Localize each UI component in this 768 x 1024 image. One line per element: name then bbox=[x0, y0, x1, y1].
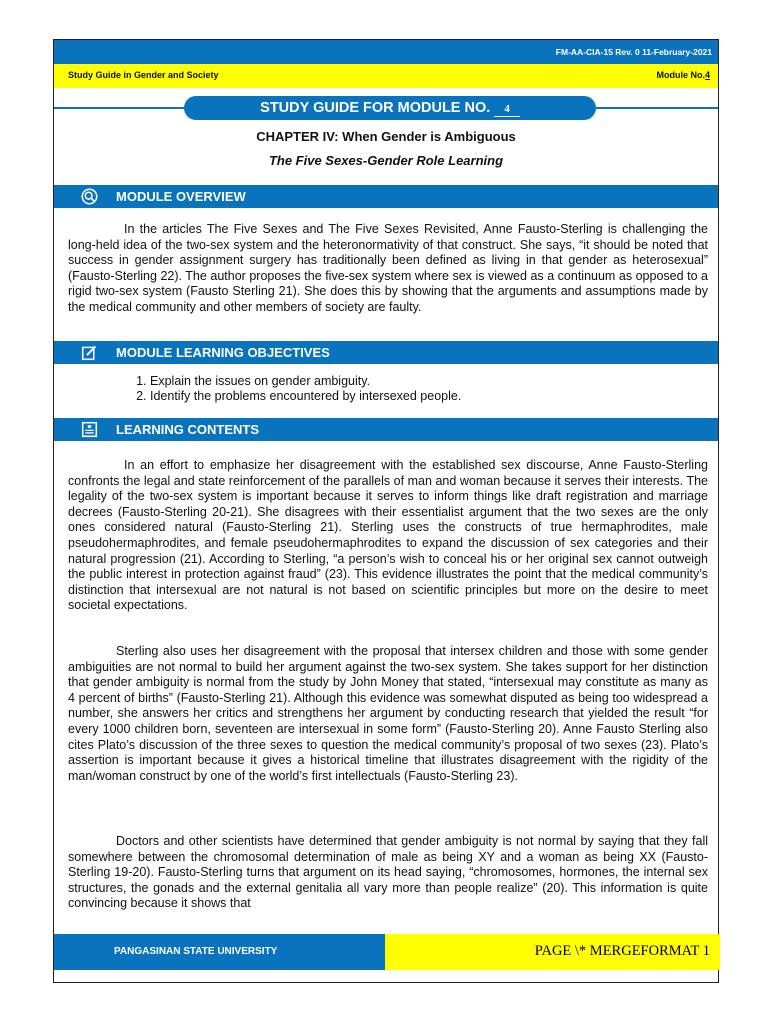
chapter-heading: CHAPTER IV: When Gender is Ambiguous bbox=[256, 129, 516, 144]
objectives-list bbox=[124, 374, 461, 404]
page-number-field: PAGE \* MERGEFORMAT 1 bbox=[534, 943, 710, 959]
contents-paragraph: Sterling also uses her disagreement with the proposal that intersex children and those with some gender ambiguities are not normal to build her argument against the two-sex system. She takes support for her distinction that gender ambiguity is normal from the study by John Money that stated, “intersexual may constitute as many as 4 percent of births” (Fausto-Sterling 21). Although this evidence was somewhat disputed as being too widespread a number, she answers her critics and strengthens her argument by conducting research that yielded the result “for every 1000 children born, seventeen are intersexual in some form” (Fausto-Sterling 20). Anne Fausto Sterling also cites Plato’s discussion of the three sexes to question the medical community’s proposal of two sexes (23). Plato’s assertion is important because it gives a historical timeline that illustrates disagreement with the rigidity of the man/woman construct by one of the world’s first intellectuals (Fausto-Sterling 23). bbox=[68, 644, 708, 783]
overview-paragraph: In the articles The Five Sexes and The Five Sexes Revisited, Anne Fausto-Sterling is challenging the long-held idea of the two-sex system and the heteronormativity of that construct. She says, “it should be noted that success in gender assignment surgery has traditionally been defined as living in that gender as heterosexual” (Fausto-Sterling 22). The author proposes the five-sex system where sex is viewed as a continuum as opposed to a rigid two-sex system (Fausto Sterling 21). She does this by showing that the arguments and assumptions made by the medical community and other members of society are faulty. bbox=[68, 222, 708, 314]
university-name: PANGASINAN STATE UNIVERSITY bbox=[114, 946, 278, 957]
study-guide-title: STUDY GUIDE FOR MODULE NO. 4 bbox=[184, 96, 596, 120]
form-code: FM-AA-CIA-15 Rev. 0 11-February-2021 bbox=[555, 47, 712, 57]
document-icon bbox=[81, 421, 98, 438]
document-page bbox=[53, 39, 719, 983]
section-learning-objectives bbox=[54, 341, 718, 364]
guide-header-bar bbox=[54, 64, 718, 88]
pencil-edit-icon bbox=[81, 344, 98, 361]
form-code-bar bbox=[54, 40, 718, 64]
section-learning-contents bbox=[54, 418, 718, 441]
guide-title: Study Guide in Gender and Society bbox=[68, 70, 219, 80]
contents-paragraph: Doctors and other scientists have determined that gender ambiguity is not normal by saying that they fall somewhere between the chromosomal determination of male as being XY and a woman as being XX (Fausto-Sterling 19-20). Fausto-Sterling turns that argument on its head saying, “chromosomes, hormones, the internal sex structures, the gonads and the external genitalia all vary more than people realize” (20). This information is quite convincing because it shows that bbox=[68, 834, 708, 911]
section-label: MODULE OVERVIEW bbox=[116, 189, 246, 204]
contents-paragraph: In an effort to emphasize her disagreement with the established sex discourse, Anne Fausto-Sterling confronts the legal and state reinforcement of the parallels of man and woman because it serves their interests. The legality of the two-sex system is important because it serves to inform things like draft registration and marriage decrees (Fausto-Sterling 20-21). She disagrees with their essentialist argument that the two sexes are the only ones considered natural (Fausto-Sterling 21). Sterling uses the constructs of true hermaphrodites, male pseudohermaphrodites, and female pseudohermaphrodites to expand the discussion of sex categories and their natural progression (21). According to Sterling, “a person’s wish to conceal his or her original sex cannot outweigh the public interest in protection against fraud” (23). This evidence illustrates the point that the medical community’s distinction that intersexual are not natural is not based on scientific principles but more on the desire to meet societal expectations. bbox=[68, 458, 708, 613]
section-label: LEARNING CONTENTS bbox=[116, 422, 259, 437]
magnifier-icon bbox=[81, 188, 98, 205]
module-number-label: Module No.4 bbox=[656, 70, 710, 80]
chapter-subtitle: The Five Sexes-Gender Role Learning bbox=[268, 153, 504, 168]
section-module-overview bbox=[54, 185, 718, 208]
objective-item: 2. Identify the problems encountered by intersexed people. bbox=[150, 389, 461, 404]
objective-item: 1. Explain the issues on gender ambiguity. bbox=[150, 374, 461, 389]
footer-page-bar bbox=[385, 934, 720, 970]
footer-university-bar bbox=[54, 934, 385, 970]
section-label: MODULE LEARNING OBJECTIVES bbox=[116, 345, 330, 360]
module-number: 4 bbox=[704, 70, 710, 80]
title-module-number: 4 bbox=[494, 102, 520, 117]
